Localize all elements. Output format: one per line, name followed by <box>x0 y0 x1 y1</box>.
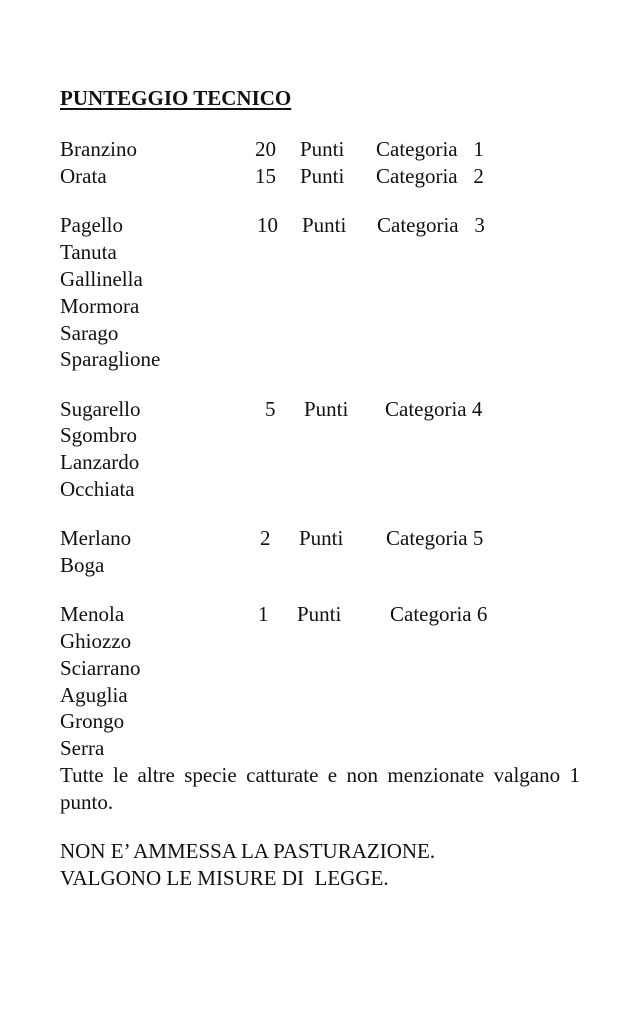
category-label: Categoria 6 <box>390 602 488 626</box>
fish-name: Serra <box>60 736 105 760</box>
points-value: 2 <box>260 526 271 550</box>
fish-name: Sugarello <box>60 397 141 421</box>
points-unit: Punti <box>302 213 347 237</box>
fish-name: Orata <box>60 164 107 188</box>
category-label: Categoria 1 <box>376 137 484 161</box>
points-value: 1 <box>258 602 269 626</box>
fish-name: Branzino <box>60 137 137 161</box>
points-unit: Punti <box>297 602 342 626</box>
fish-name: Aguglia <box>60 683 128 707</box>
fish-name: Grongo <box>60 709 125 733</box>
points-value: 5 <box>265 397 276 421</box>
fish-name: Sciarrano <box>60 656 141 680</box>
fish-name: Ghiozzo <box>60 629 132 653</box>
fish-name: Merlano <box>60 526 132 550</box>
points-unit: Punti <box>300 164 345 188</box>
rule-legal-sizes: VALGONO LE MISURE DI LEGGE. <box>60 866 389 890</box>
category-label: Categoria 2 <box>376 164 484 188</box>
fish-name: Occhiata <box>60 477 135 501</box>
points-value: 20 <box>255 137 276 161</box>
fish-name: Sarago <box>60 321 119 345</box>
fish-name: Pagello <box>60 213 123 237</box>
category-label: Categoria 5 <box>386 526 484 550</box>
fish-name: Sparaglione <box>60 347 161 371</box>
other-species-note: Tutte le altre specie catturate e non menzionate valgano 1 punto. <box>60 763 580 814</box>
fish-name: Boga <box>60 553 105 577</box>
fish-name: Lanzardo <box>60 450 140 474</box>
fish-name: Tanuta <box>60 240 117 264</box>
category-label: Categoria 3 <box>377 213 485 237</box>
fish-name: Menola <box>60 602 125 626</box>
points-unit: Punti <box>304 397 349 421</box>
fish-name: Gallinella <box>60 267 143 291</box>
category-label: Categoria 4 <box>385 397 483 421</box>
points-value: 15 <box>255 164 276 188</box>
points-value: 10 <box>257 213 278 237</box>
points-unit: Punti <box>299 526 344 550</box>
rule-no-groundbait: NON E’ AMMESSA LA PASTURAZIONE. <box>60 839 436 863</box>
fish-name: Mormora <box>60 294 140 318</box>
points-unit: Punti <box>300 137 345 161</box>
page-title: PUNTEGGIO TECNICO <box>60 86 292 110</box>
fish-name: Sgombro <box>60 423 138 447</box>
